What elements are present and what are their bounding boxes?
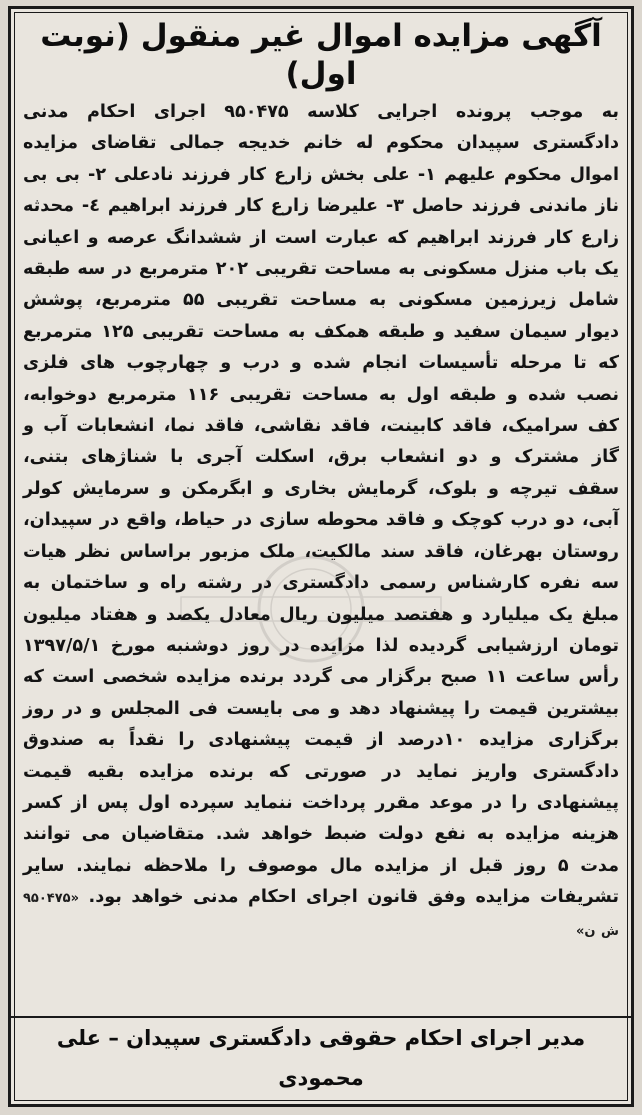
notice-title: آگهی مزایده اموال غیر منقول (نوبت اول) [40, 18, 602, 92]
reference-number: «۹۵۰۴۷۵ ش ن» [23, 891, 619, 939]
notice-body-text: به موجب پرونده اجرایی کلاسه ۹۵۰۴۷۵ اجرای احکام مدنی دادگستری سپیدان محکوم له خانم خدیجه جمالی تقاضای مزایده اموال محکوم علیهم ۱- علی بخش زارع کار فرزند نادعلی ۲- بی بی ناز ماندنی فرزند حاصل ۳- علیرضا زارع کار فرزند ابراهیم ٤- محدثه زارع کار فرزند ابراهیم که عبارت است از ششدانگ عرصه و اعیانی یک باب منزل مسکونی به مساحت تقریبی ۲۰۲ مترمربع در سه طبقه شامل زیرزمین مسکونی به مساحت تقریبی ۵۵ مترمربع، پوشش دیوار سیمان سفید و طبقه همکف به مساحت تقریبی ۱۲۵ مترمربع که تا مرحله تأسیسات انجام شده و درب و چهارچوب های فلزی نصب شده و طبقه اول به مساحت تقریبی ۱۱۶ مترمربع دوخوابه، کف سرامیک، فاقد کابینت، فاقد نقاشی، فاقد نما، انشعابات آب و گاز مشترک و دو انشعاب برق، اسکلت آجری با شناژهای بتنی، سقف تیرچه و بلوک، گرمایش بخاری و ابگرمکن و سرمایش کولر آبی، دو درب کوچک و فاقد محوطه سازی در حیاط، واقع در سپیدان، روستان بهرغان، فاقد سند مالکیت، ملک مزبور براساس نظر هیات سه نفره کارشناس رسمی دادگستری در رشته راه و ساختمان به مبلغ یک میلیارد و هفتصد میلیون ریال معادل یکصد و هفتاد میلیون تومان ارزشیابی گردیده لذا مزایده در روز دوشنبه مورخ ۱۳۹۷/۵/۱ رأس ساعت ۱۱ صبح برگزار می گردد برنده مزایده شخصی است که بیشترین قیمت را پیشنهاد دهد و می بایست فی المجلس و در روز برگزاری مزایده ۱۰درصد از قیمت پیشنهادی را نقداً به صندوق دادگستری واریز نماید در صورتی که برنده مزایده بقیه قیمت پیشنهادی را در موعد مقرر پرداخت ننماید سپرده اول پس از کسر هزینه مزایده به نفع دولت ضبط خواهد شد. متقاضیان می توانند مدت ۵ روز قبل از مزایده مال موصوف را ملاحظه نمایند. سایر تشریفات مزایده وفق قانون اجرای احکام مدنی خواهد بود. [23, 102, 619, 908]
notice-frame [8, 6, 634, 1107]
notice-signature: مدیر اجرای احکام حقوقی دادگستری سپیدان – علی محمودی [56, 1026, 586, 1090]
notice-body [23, 97, 619, 1014]
